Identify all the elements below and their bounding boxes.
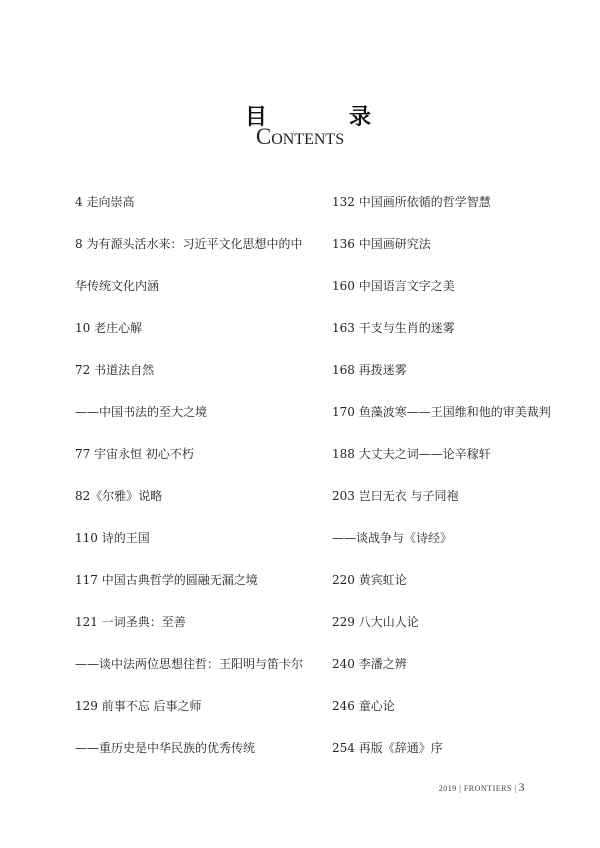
toc-entry[interactable]: 82《尔雅》说略 <box>75 489 163 503</box>
page-number: 3 <box>518 780 525 794</box>
toc-entry[interactable]: 72 书道法自然 <box>75 363 155 377</box>
toc-entry[interactable]: 117 中国古典哲学的圆融无漏之境 <box>75 573 258 587</box>
toc-entry[interactable]: ——谈战争与《诗经》 <box>332 531 453 545</box>
toc-entry[interactable]: 160 中国语言文字之美 <box>332 279 455 293</box>
toc-entry[interactable]: 254 再版《辞通》序 <box>332 741 443 755</box>
title-char-mu: 目 <box>245 105 268 130</box>
toc-entry[interactable]: 华传统文化内涵 <box>75 279 160 293</box>
toc-left-column <box>75 193 303 781</box>
toc-entry[interactable]: 77 宇宙永恒 初心不朽 <box>75 447 194 461</box>
toc-entry[interactable]: 132 中国画所依循的哲学智慧 <box>332 195 491 209</box>
toc-entry[interactable]: 240 李潘之辨 <box>332 657 407 671</box>
toc-entry[interactable]: 220 黄宾虹论 <box>332 573 407 587</box>
toc-entry[interactable]: 8 为有源头活水来：习近平文化思想中的中 <box>75 237 303 251</box>
title-char-lu: 录 <box>349 105 372 130</box>
toc-entry[interactable]: ——中国书法的至大之境 <box>75 405 208 419</box>
toc-entry[interactable]: 163 干支与生肖的迷雾 <box>332 321 455 335</box>
toc-entry[interactable]: 121 一词圣典：至善 <box>75 615 186 629</box>
page-title-english: Contents <box>255 124 345 149</box>
toc-entry[interactable]: ——谈中法两位思想往哲：王阳明与笛卡尔 <box>75 657 304 671</box>
toc-entry[interactable]: 170 鱼藻波寒——王国维和他的审美裁判 <box>332 405 551 419</box>
toc-right-column <box>332 193 551 781</box>
toc-entry[interactable]: 229 八大山人论 <box>332 615 419 629</box>
toc-entry[interactable]: ——重历史是中华民族的优秀传统 <box>75 741 256 755</box>
page-footer <box>439 780 525 795</box>
toc-entry[interactable]: 10 老庄心解 <box>75 321 143 335</box>
footer-text: 2019 | FRONTIERS | <box>438 784 517 793</box>
toc-entry[interactable]: 188 大丈夫之词——论辛稼轩 <box>332 447 491 461</box>
toc-entry[interactable]: 129 前事不忘 后事之师 <box>75 699 202 713</box>
toc-entry[interactable]: 168 再拨迷雾 <box>332 363 407 377</box>
toc-entry[interactable]: 136 中国画研究法 <box>332 237 431 251</box>
toc-entry[interactable]: 4 走向崇高 <box>75 195 135 209</box>
toc-entry[interactable]: 246 童心论 <box>332 699 395 713</box>
toc-entry[interactable]: 110 诗的王国 <box>75 531 150 545</box>
toc-entry[interactable]: 203 岂曰无衣 与子同袍 <box>332 489 459 503</box>
